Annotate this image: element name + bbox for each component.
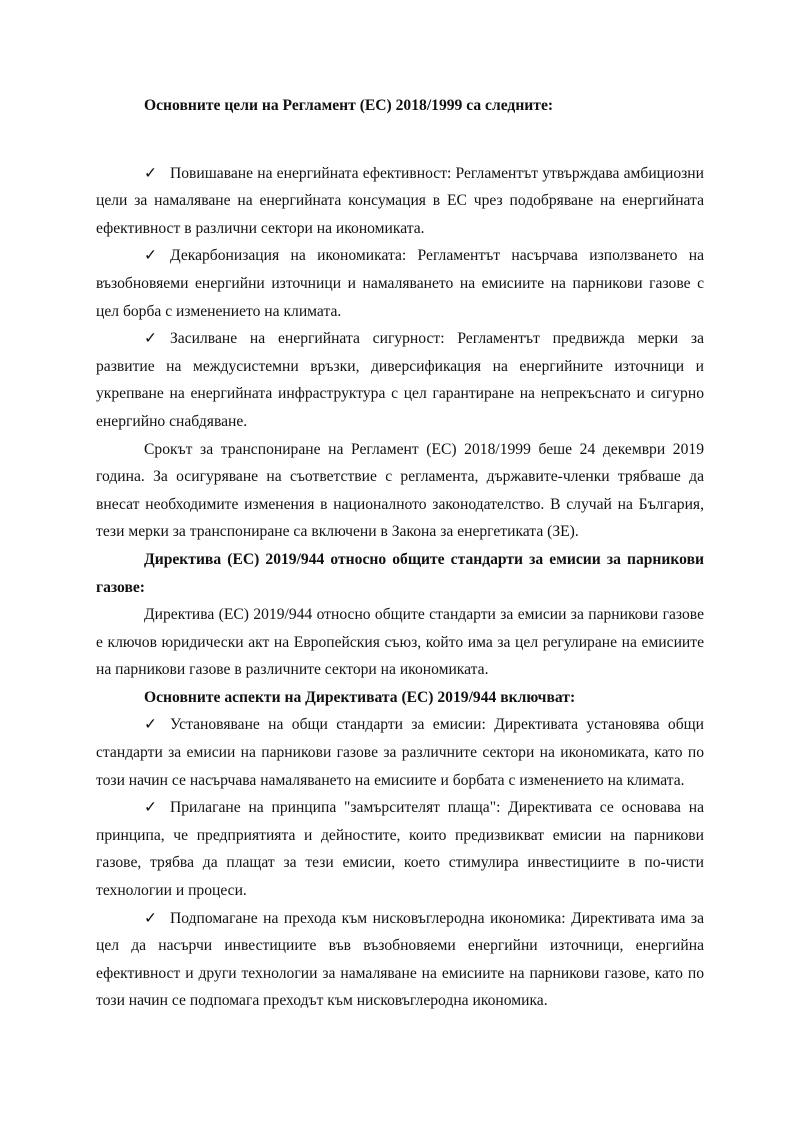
document-body <box>96 92 704 1015</box>
checkmark-icon: ✓ <box>144 909 158 927</box>
aspect-text: Подпомагане на прехода към нисковъглеродна икономика: Директивата има за цел да насърчи инвестициите във възобновяеми енергийни източници, енергийна ефективност и други технологии за намаляване на емисиите на парникови газове, като по този начин се подпомага преходът към нисковъглеродна икономика. <box>96 909 704 1010</box>
checkmark-icon: ✓ <box>144 799 158 817</box>
transposition-paragraph: Срокът за транспониране на Регламент (ЕС) 2018/1999 беше 24 декември 2019 година. За осигуряване на съответствие с регламента, държавите-членки трябваше да внесат необходимите изменения в националното законодателство. В случай на България, тези мерки за транспониране са включени в Закона за енергетиката (ЗЕ). <box>96 440 704 541</box>
aspects-heading: Основните аспекти на Директивата (ЕС) 2019/944 включват: <box>144 688 576 706</box>
checkmark-icon: ✓ <box>144 330 158 348</box>
aspect-item <box>96 711 704 794</box>
goal-text: Засилване на енергийната сигурност: Регламентът предвижда мерки за развитие на междусистемни връзки, диверсификация на енергийните източници и укрепване на енергийната инфраструктура с цел гарантиране на непрекъснато и сигурно енергийно снабдяване. <box>96 330 704 430</box>
directive-heading: Директива (ЕС) 2019/944 относно общите стандарти за емисии за парникови газове: <box>96 550 704 596</box>
aspect-item <box>96 794 704 904</box>
aspect-text: Установяване на общи стандарти за емисии: Директивата установява общи стандарти за емисии на парникови газове за различните сектори на икономиката, като по този начин се насърчава намаляването на емисиите и борбата с изменението на климата. <box>96 716 704 789</box>
goal-item <box>96 160 704 243</box>
goal-text: Повишаване на енергийната ефективност: Регламентът утвърждава амбициозни цели за намаляване на енергийната консумация в ЕС чрез подобряване на енергийната ефективност в различни сектори на икономиката. <box>96 164 704 237</box>
checkmark-icon: ✓ <box>144 164 158 182</box>
aspect-item <box>96 905 704 1015</box>
aspect-text: Прилагане на принципа "замърсителят плаща": Директивата се основава на принципа, че предприятията и дейностите, които предизвикват емисии на парникови газове, трябва да плащат за тези емисии, което стимулира инвестициите в по-чисти технологии и процеси. <box>96 799 704 900</box>
goal-text: Декарбонизация на икономиката: Регламентът насърчава използването на възобновяеми енергийни източници и намаляването на емисиите на парникови газове с цел борба с изменението на климата. <box>96 247 704 320</box>
checkmark-icon: ✓ <box>144 716 158 734</box>
directive-paragraph: Директива (ЕС) 2019/944 относно общите стандарти за емисии за парникови газове е ключов юридически акт на Европейския съюз, който има за цел регулиране на емисиите на парникови газове в различните сектори на икономиката. <box>96 606 704 679</box>
checkmark-icon: ✓ <box>144 247 158 265</box>
main-heading: Основните цели на Регламент (ЕС) 2018/1999 са следните: <box>144 97 554 114</box>
goal-item <box>96 325 704 435</box>
goal-item <box>96 242 704 325</box>
